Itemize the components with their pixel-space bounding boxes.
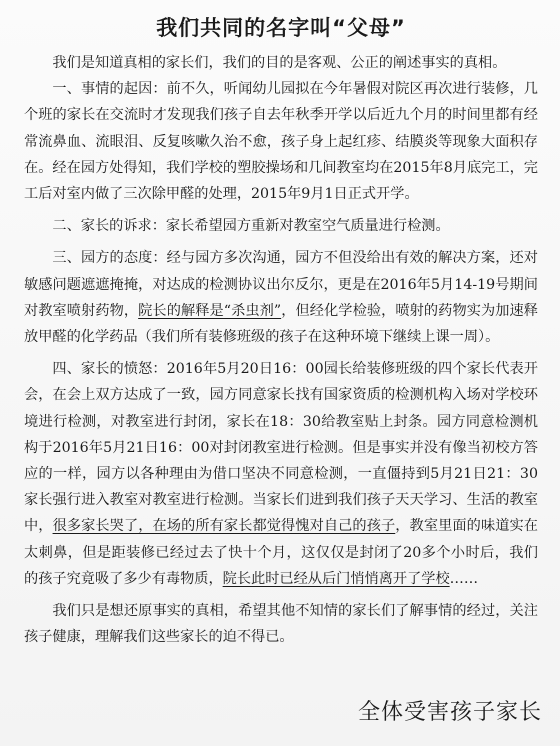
- intro-paragraph: 我们是知道真相的家长们，我们的目的是客观、公正的阐述事实的真相。: [52, 55, 507, 71]
- page-title: 我们共同的名字叫“父母”: [156, 16, 406, 40]
- anger-text-e: ……: [449, 570, 479, 587]
- demand-paragraph: 二、家长的诉求：家长希望园方重新对教室空气质量进行检测。: [52, 218, 450, 235]
- cause-paragraph: 一、事情的起因：前不久，听闻幼儿园拟在今年暑假对院区再次进行装修，几个班的家长在交流时才发现我们孩子自去年秋季开学以后近九个月的时间里都有经常流鼻血、流眼泪、反复咳嗽久治不愈，孩子身上起红疹、结膜炎等现象大面积存在。经在园方处得知，我们学校的塑胶操场和几间教室均在2015年8月底完工，完工后对室内做了三次除甲醛的处理，2015年9月1日正式开学。: [24, 81, 538, 203]
- anger-paragraph: [24, 356, 538, 592]
- anger-text-c: ，教室里面的味道实在太刺鼻，但是距装修已经过去了快十个月，这仅仅是封闭了20多个小时后，我们的孩子究竟吸了多少有毒物质，: [24, 518, 538, 587]
- signature: 全体受害孩子家长: [357, 700, 542, 725]
- closing-paragraph: 我们只是想还原事实的真相，希望其他不知情的家长们了解事情的经过，关注孩子健康，理解我们这些家长的迫不得已。: [24, 603, 538, 646]
- attitude-underlined-text: 院长的解释是“杀虫剂”: [138, 302, 282, 319]
- anger-underlined-text-1: 很多家长哭了，在场的所有家长都觉得愧对自己的孩子: [52, 518, 396, 535]
- anger-underlined-text-2: 院长此时已经从后门悄悄离开了学校: [222, 570, 450, 587]
- attitude-text-c: ，但经化学检验，喷射的药物实为加速释放甲醛的化学药品（我们所有装修班级的孩子在这种环境下继续上课一周）。: [24, 302, 538, 346]
- anger-text-a: 四、家长的愤怒：2016年5月20日16：00园长给装修班级的四个家长代表开会，在会上双方达成了一致，园方同意家长找有国家资质的检测机构入场对学校环境进行检测，对教室进行封闭，家长在18：30给教室贴上封条。园方同意检测机构于2016年5月21日16：00对封闭教室进行检测。但是事实并没有像当初校方答应的一样，园方以各种理由为借口坚决不同意检测，一直僵持到5月21日21：30家长强行进入教室对教室进行检测。当家长们进到我们孩子天天学习、生活的教室中，: [24, 361, 538, 535]
- attitude-paragraph: [24, 245, 538, 350]
- attitude-text-a: 三、园方的态度：经与园方多次沟通，园方不但没给出有效的解决方案，还对敏感问题遮遮掩掩，对达成的检测协议出尔反尔，更是在2016年5月14-19号期间对教室喷射药物，: [24, 250, 538, 319]
